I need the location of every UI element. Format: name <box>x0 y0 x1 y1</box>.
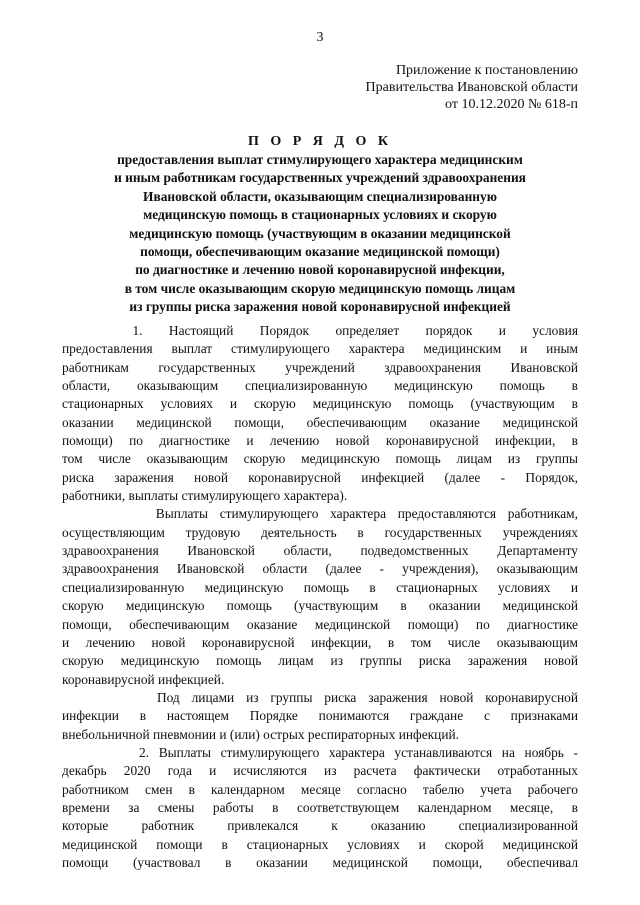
body-line: предоставления выплат стимулирующего характера медицинским и иным <box>62 341 578 357</box>
body-line: и лечению новой коронавирусной инфекции, в том числе оказывающим <box>62 634 578 650</box>
subtitle-line: медицинскую помощь в стационарных условиях и скорую <box>143 207 497 223</box>
body-line: здравоохранения Ивановской области (далее - учреждения), оказывающим <box>62 561 578 577</box>
body-line: работником смен в календарном месяце согласно табелю учета рабочего <box>62 781 578 797</box>
body-line: коронавирусной инфекцией. <box>62 671 225 687</box>
body-line: Под лицами из группы риска заражения новой коронавирусной <box>62 689 578 705</box>
body-line: инфекции в настоящем Порядке понимаются граждане с признаками <box>62 708 578 724</box>
body-line: оказании медицинской помощи, обеспечивающим оказание медицинской <box>62 414 578 430</box>
document-subtitle <box>60 151 580 317</box>
page-number: 3 <box>316 30 324 45</box>
body-line: 2. Выплаты стимулирующего характера устанавливаются на ноябрь - <box>62 744 578 760</box>
appendix-line: от 10.12.2020 № 618-п <box>445 97 578 112</box>
subtitle-line: из группы риска заражения новой коронавирусной инфекцией <box>129 299 511 315</box>
body-line: специализированную медицинскую помощь в стационарных условиях и <box>62 579 578 595</box>
document-body <box>62 322 578 872</box>
body-line: времени за смены работы в соответствующем календарном месяце, в <box>62 799 578 815</box>
body-line: которые работник привлекался к оказанию специализированной <box>62 818 578 834</box>
body-line: внебольничной пневмонии и (или) острых респираторных инфекций. <box>62 726 460 742</box>
subtitle-line: предоставления выплат стимулирующего характера медицинским <box>117 152 523 167</box>
subtitle-line: в том числе оказывающим скорую медицинскую помощь лицам <box>124 280 516 296</box>
body-line: области, оказывающим специализированную медицинскую помощь в <box>62 378 578 394</box>
document-title: П О Р Я Д О К <box>247 134 393 149</box>
appendix-header <box>366 62 578 113</box>
body-line: помощи) по диагностике и лечению новой коронавирусной инфекции, в <box>62 433 578 449</box>
appendix-line: Приложение к постановлению <box>395 63 578 78</box>
body-line: осуществляющим трудовую деятельность в государственных учреждениях <box>62 524 578 540</box>
subtitle-line: по диагностике и лечению новой коронавирусной инфекции, <box>135 262 505 278</box>
body-line: медицинской помощи в стационарных условиях и скорой медицинской <box>62 836 578 852</box>
body-line: скорую медицинскую помощь лицам из группы риска заражения новой <box>62 653 578 669</box>
body-line: риска заражения новой коронавирусной инфекцией (далее - Порядок, <box>62 469 578 485</box>
body-line: работникам государственных учреждений здравоохранения Ивановской <box>62 359 578 375</box>
subtitle-line: медицинскую помощь (участвующим в оказании медицинской <box>129 225 511 241</box>
body-line: декабрь 2020 года и исчисляются из расчета фактически отработанных <box>62 763 578 779</box>
body-line: скорую медицинскую помощь (участвующим в оказании медицинской <box>62 598 578 614</box>
appendix-line: Правительства Ивановской области <box>365 80 578 95</box>
subtitle-line: помощи, обеспечивающим оказание медицинской помощи) <box>140 244 500 260</box>
body-line: помощи (участвовал в оказании медицинской помощи, обеспечивал <box>62 854 578 870</box>
subtitle-line: и иным работникам государственных учреждений здравоохранения <box>114 170 526 186</box>
body-line: работники, выплаты стимулирующего характера). <box>62 488 348 504</box>
body-line: стационарных условиях и скорую медицинскую помощь (участвующим в <box>62 396 578 412</box>
body-line: 1. Настоящий Порядок определяет порядок и условия <box>62 323 578 338</box>
body-line: здравоохранения Ивановской области, подведомственных Департаменту <box>62 543 578 559</box>
body-line: том числе оказывающим скорую медицинскую помощь лицам из группы <box>62 451 578 467</box>
body-line: Выплаты стимулирующего характера предоставляются работникам, <box>62 506 578 522</box>
subtitle-line: Ивановской области, оказывающим специализированную <box>143 188 497 204</box>
body-line: помощи, обеспечивающим оказание медицинской помощи) по диагностике <box>62 616 578 632</box>
